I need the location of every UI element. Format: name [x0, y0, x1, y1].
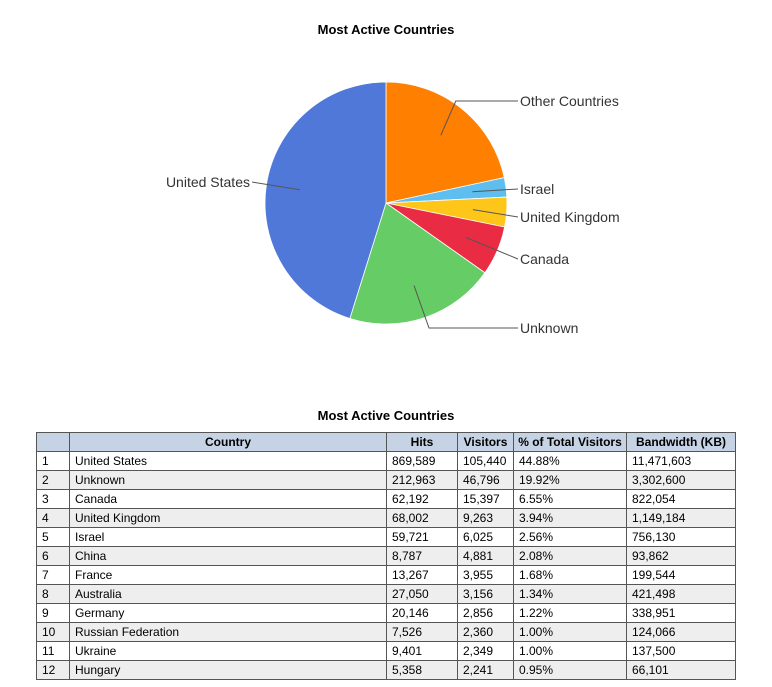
country-cell: China: [70, 547, 387, 566]
bandwidth-cell: 421,498: [627, 585, 736, 604]
countries-table: [36, 432, 736, 680]
hits-cell: 27,050: [387, 585, 458, 604]
visitors-cell: 9,263: [458, 509, 514, 528]
percent-cell: 19.92%: [514, 471, 627, 490]
hits-cell: 8,787: [387, 547, 458, 566]
table-row: [37, 452, 736, 471]
header-bandwidth: Bandwidth (KB): [627, 433, 736, 452]
percent-cell: 44.88%: [514, 452, 627, 471]
percent-cell: 1.00%: [514, 642, 627, 661]
bandwidth-cell: 3,302,600: [627, 471, 736, 490]
visitors-cell: 4,881: [458, 547, 514, 566]
bandwidth-cell: 338,951: [627, 604, 736, 623]
slice-label-unknown: Unknown: [520, 320, 579, 336]
bandwidth-cell: 66,101: [627, 661, 736, 680]
country-cell: Unknown: [70, 471, 387, 490]
slice-label-israel: Israel: [520, 181, 555, 197]
table-header-row: [37, 433, 736, 452]
percent-cell: 1.00%: [514, 623, 627, 642]
rank-cell: 8: [37, 585, 70, 604]
table-row: [37, 642, 736, 661]
header-hits: Hits: [387, 433, 458, 452]
bandwidth-cell: 822,054: [627, 490, 736, 509]
hits-cell: 20,146: [387, 604, 458, 623]
header-country: Country: [70, 433, 387, 452]
hits-cell: 7,526: [387, 623, 458, 642]
chart-title: Most Active Countries: [317, 22, 455, 37]
country-cell: Australia: [70, 585, 387, 604]
country-cell: Hungary: [70, 661, 387, 680]
hits-cell: 62,192: [387, 490, 458, 509]
visitors-cell: 105,440: [458, 452, 514, 471]
hits-cell: 13,267: [387, 566, 458, 585]
country-cell: Germany: [70, 604, 387, 623]
table-row: [37, 623, 736, 642]
percent-cell: 1.68%: [514, 566, 627, 585]
rank-cell: 9: [37, 604, 70, 623]
visitors-cell: 3,156: [458, 585, 514, 604]
table-row: [37, 547, 736, 566]
country-cell: Israel: [70, 528, 387, 547]
country-cell: Ukraine: [70, 642, 387, 661]
rank-cell: 11: [37, 642, 70, 661]
rank-cell: 7: [37, 566, 70, 585]
visitors-cell: 2,360: [458, 623, 514, 642]
rank-cell: 3: [37, 490, 70, 509]
slice-label-united-kingdom: United Kingdom: [520, 209, 620, 225]
hits-cell: 869,589: [387, 452, 458, 471]
table-row: [37, 490, 736, 509]
rank-cell: 2: [37, 471, 70, 490]
country-cell: Canada: [70, 490, 387, 509]
bandwidth-cell: 756,130: [627, 528, 736, 547]
slice-label-united-states: United States: [165, 174, 250, 190]
country-cell: France: [70, 566, 387, 585]
rank-cell: 6: [37, 547, 70, 566]
hits-cell: 212,963: [387, 471, 458, 490]
country-cell: Russian Federation: [70, 623, 387, 642]
percent-cell: 1.34%: [514, 585, 627, 604]
visitors-cell: 2,349: [458, 642, 514, 661]
percent-cell: 1.22%: [514, 604, 627, 623]
bandwidth-cell: 93,862: [627, 547, 736, 566]
table-row: [37, 585, 736, 604]
visitors-cell: 6,025: [458, 528, 514, 547]
bandwidth-cell: 124,066: [627, 623, 736, 642]
rank-cell: 10: [37, 623, 70, 642]
table-row: [37, 604, 736, 623]
header-visitors: Visitors: [458, 433, 514, 452]
hits-cell: 9,401: [387, 642, 458, 661]
visitors-cell: 46,796: [458, 471, 514, 490]
bandwidth-cell: 137,500: [627, 642, 736, 661]
table-row: [37, 661, 736, 680]
hits-cell: 68,002: [387, 509, 458, 528]
rank-cell: 5: [37, 528, 70, 547]
slice-label-canada: Canada: [520, 251, 570, 267]
table-row: [37, 509, 736, 528]
visitors-cell: 2,241: [458, 661, 514, 680]
percent-cell: 3.94%: [514, 509, 627, 528]
table-row: [37, 566, 736, 585]
visitors-cell: 3,955: [458, 566, 514, 585]
visitors-cell: 15,397: [458, 490, 514, 509]
percent-cell: 0.95%: [514, 661, 627, 680]
rank-cell: 12: [37, 661, 70, 680]
header-percent-visitors: % of Total Visitors: [514, 433, 627, 452]
percent-cell: 2.08%: [514, 547, 627, 566]
percent-cell: 2.56%: [514, 528, 627, 547]
table-row: [37, 528, 736, 547]
rank-cell: 4: [37, 509, 70, 528]
rank-cell: 1: [37, 452, 70, 471]
header-rank: [37, 433, 70, 452]
bandwidth-cell: 1,149,184: [627, 509, 736, 528]
hits-cell: 59,721: [387, 528, 458, 547]
country-cell: United Kingdom: [70, 509, 387, 528]
hits-cell: 5,358: [387, 661, 458, 680]
table-row: [37, 471, 736, 490]
bandwidth-cell: 199,544: [627, 566, 736, 585]
slice-label-other-countries: Other Countries: [520, 93, 619, 109]
visitors-cell: 2,856: [458, 604, 514, 623]
percent-cell: 6.55%: [514, 490, 627, 509]
country-cell: United States: [70, 452, 387, 471]
bandwidth-cell: 11,471,603: [627, 452, 736, 471]
table-title: Most Active Countries: [317, 408, 455, 423]
